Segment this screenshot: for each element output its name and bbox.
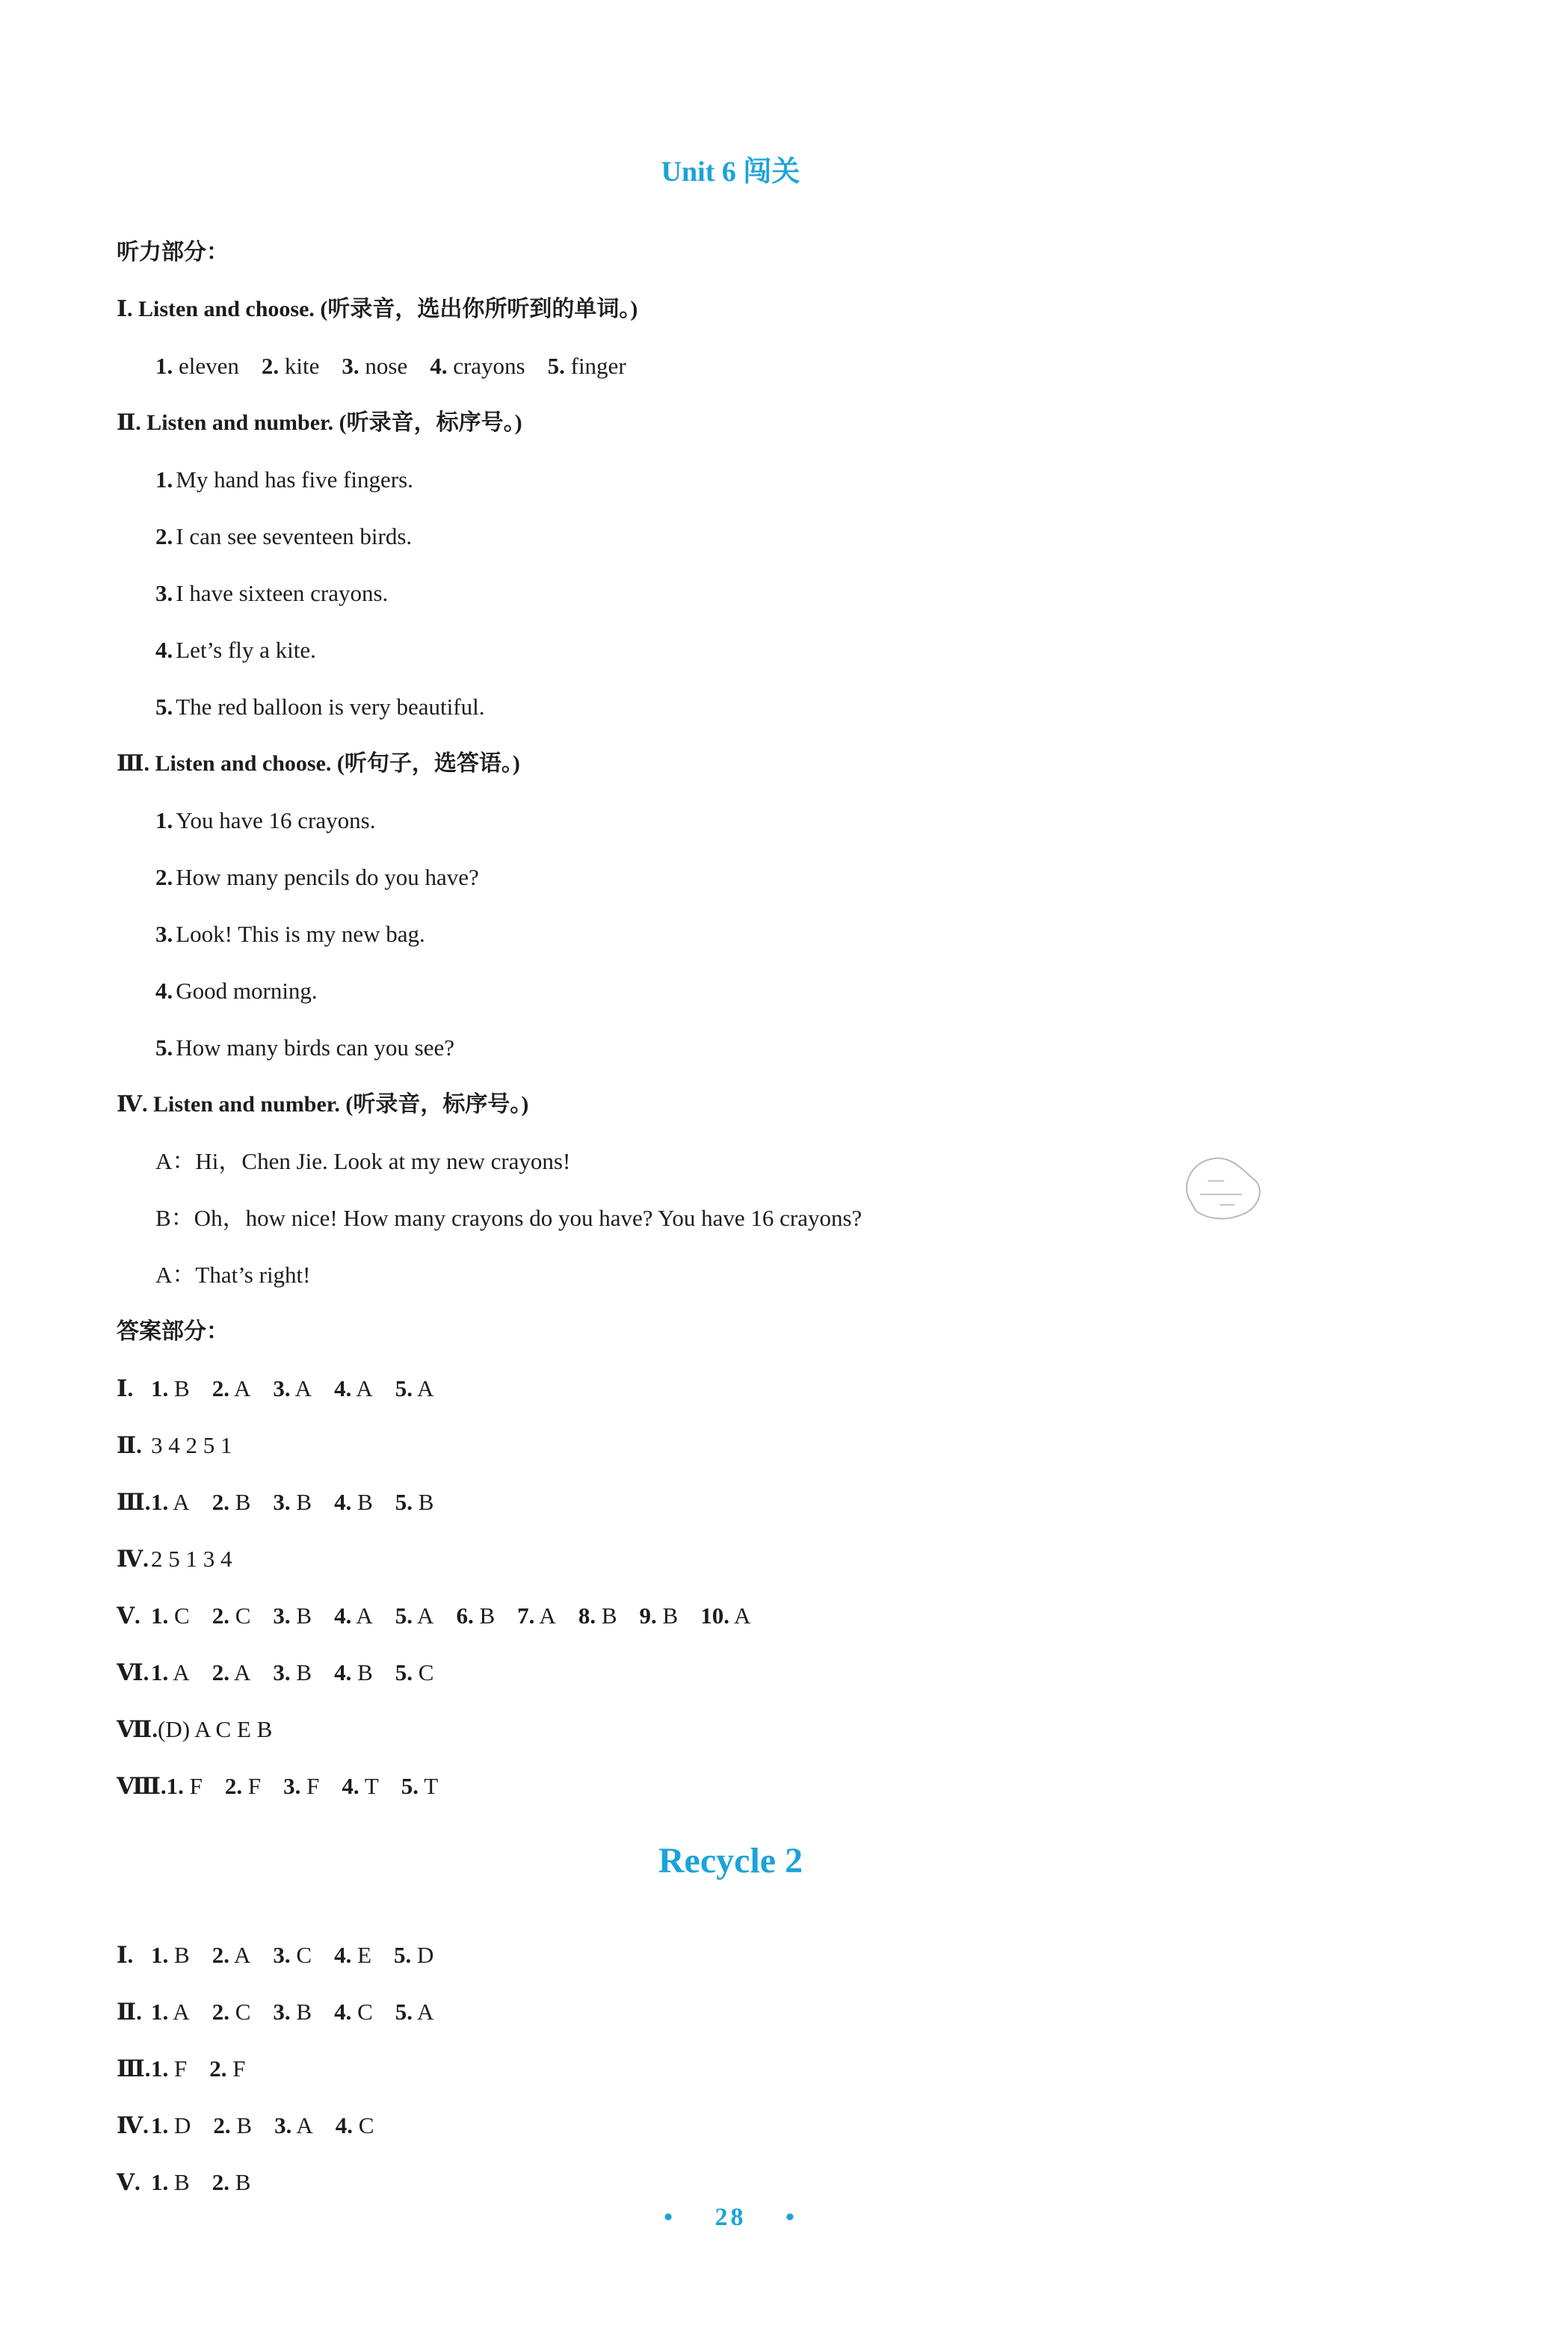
answer-item xyxy=(456,1601,495,1631)
answer-item xyxy=(395,1601,434,1631)
answer-item xyxy=(151,1374,190,1404)
item-number: 2. xyxy=(212,1489,229,1515)
answer-row xyxy=(117,1658,456,1688)
item-number: 4. xyxy=(334,1942,352,1968)
watermark-stamp-icon xyxy=(1178,1151,1266,1226)
item-number: 3. xyxy=(273,1375,291,1401)
item-value: A xyxy=(233,1942,251,1968)
item-number: 2. xyxy=(213,2112,231,2138)
answer-item xyxy=(334,1940,371,1970)
listening-sentence xyxy=(155,806,375,836)
answer-row xyxy=(117,1940,456,1970)
answer-item xyxy=(395,1658,434,1688)
answer-item xyxy=(334,1374,373,1404)
item-number: 1. xyxy=(151,1659,169,1685)
answer-item xyxy=(213,2111,252,2141)
item-value: F xyxy=(189,1773,203,1799)
answer-item xyxy=(151,2168,190,2197)
answer-item xyxy=(394,1940,433,1970)
answer-item xyxy=(212,1997,251,2027)
answer-item xyxy=(225,1771,261,1801)
sentence-number: 4. xyxy=(155,637,173,663)
answer-row xyxy=(117,1601,773,1631)
item-value: B xyxy=(418,1489,434,1515)
item-number: 3. xyxy=(273,1942,291,1968)
answer-item xyxy=(155,351,239,381)
listening-sentence xyxy=(155,579,388,608)
answer-item xyxy=(283,1771,319,1801)
item-value: B xyxy=(296,1489,312,1515)
item-value: A xyxy=(417,1375,434,1401)
item-value: B xyxy=(236,2112,253,2138)
item-value: A xyxy=(173,1659,190,1685)
answer-item xyxy=(395,1997,434,2027)
item-value: B xyxy=(174,2169,190,2195)
item-value: A xyxy=(294,1375,312,1401)
answer-item xyxy=(209,2054,245,2084)
item-value: A xyxy=(417,1602,434,1629)
answer-item xyxy=(334,1487,373,1517)
item-number: 4. xyxy=(334,1999,352,2025)
sentence-text: How many birds can you see? xyxy=(176,1034,455,1061)
item-value: B xyxy=(296,1999,312,2025)
item-number: 4. xyxy=(334,1489,352,1515)
answer-item xyxy=(273,1374,312,1404)
page-bullet-left: • xyxy=(664,2203,676,2231)
unit-title: Unit 6 闯关 xyxy=(661,156,800,188)
item-number: 1. xyxy=(151,2055,169,2082)
roman-numeral: Ⅴ. xyxy=(117,2169,141,2195)
item-number: 5. xyxy=(395,1999,413,2025)
roman-numeral: Ⅲ. xyxy=(117,2055,151,2082)
answer-item xyxy=(274,2111,313,2141)
dialogue-line: A：That’s right! xyxy=(155,1262,311,1288)
item-value: B xyxy=(174,1375,190,1401)
item-number: 3. xyxy=(273,1659,291,1685)
listening-word-list xyxy=(155,351,649,381)
answer-item xyxy=(578,1601,617,1631)
answers-header: 答案部分： xyxy=(117,1319,229,1344)
item-number: 2. xyxy=(212,1659,229,1685)
answer-item xyxy=(151,1601,190,1631)
item-number: 1. xyxy=(151,1489,169,1515)
item-value: C xyxy=(357,1999,373,2025)
item-value: A xyxy=(173,1999,190,2025)
item-number: 5. xyxy=(395,1375,413,1401)
sentence-number: 1. xyxy=(155,466,173,493)
item-number: 1. xyxy=(151,2112,169,2138)
item-value: B xyxy=(296,1659,312,1685)
answer-row xyxy=(117,2111,396,2141)
answer-item xyxy=(151,1940,190,1970)
listening-header: 听力部分： xyxy=(117,240,229,265)
item-number: 4. xyxy=(334,1659,352,1685)
answer-item xyxy=(342,1771,378,1801)
item-value: C xyxy=(358,2112,374,2138)
item-value: crayons xyxy=(453,353,525,379)
item-number: 2. xyxy=(212,1942,229,1968)
item-number: 8. xyxy=(578,1602,596,1629)
sentence-text: I can see seventeen birds. xyxy=(176,523,413,549)
answer-item xyxy=(212,2168,251,2197)
recycle-title: Recycle 2 xyxy=(658,1841,803,1881)
answer-sequence: 2 5 1 3 4 xyxy=(151,1546,232,1572)
item-value: A xyxy=(233,1659,251,1685)
answer-row xyxy=(117,1374,456,1404)
item-number: 1. xyxy=(155,353,173,379)
sentence-number: 2. xyxy=(155,523,173,549)
item-number: 2. xyxy=(224,1773,243,1799)
listening-section-label: Ⅲ. Listen and choose. (听句子，选答语。) xyxy=(117,751,520,776)
answer-item xyxy=(212,1940,251,1970)
item-value: A xyxy=(233,1375,251,1401)
item-value: C xyxy=(296,1942,312,1968)
answer-item xyxy=(395,1487,434,1517)
page-number-row xyxy=(0,2203,1461,2232)
item-value: F xyxy=(174,2055,188,2082)
item-value: T xyxy=(424,1773,439,1799)
item-number: 5. xyxy=(395,1489,413,1515)
item-value: B xyxy=(296,1602,312,1629)
item-number: 6. xyxy=(456,1602,474,1629)
answer-item xyxy=(151,2111,191,2141)
sentence-text: I have sixteen crayons. xyxy=(176,580,389,606)
item-value: F xyxy=(306,1773,320,1799)
item-number: 2. xyxy=(212,1375,229,1401)
item-value: A xyxy=(173,1489,190,1515)
answer-row xyxy=(117,1544,232,1574)
listening-sentence xyxy=(155,522,412,552)
item-number: 3. xyxy=(283,1773,301,1799)
sentence-text: How many pencils do you have? xyxy=(176,864,479,890)
item-number: 10. xyxy=(700,1602,729,1629)
item-number: 1. xyxy=(151,1999,169,2025)
sentence-text: Good morning. xyxy=(176,978,318,1004)
item-value: B xyxy=(235,2169,251,2195)
item-value: finger xyxy=(570,353,626,379)
item-number: 2. xyxy=(261,353,280,379)
sentence-text: Let’s fly a kite. xyxy=(176,637,316,663)
listening-sentence xyxy=(155,976,318,1006)
item-value: B xyxy=(601,1602,617,1629)
item-number: 3. xyxy=(274,2112,292,2138)
item-value: D xyxy=(174,2112,191,2138)
answer-item xyxy=(273,1997,312,2027)
item-value: B xyxy=(357,1659,373,1685)
roman-numeral: Ⅶ. xyxy=(117,1716,158,1742)
item-number: 5. xyxy=(395,1602,413,1629)
answer-row xyxy=(117,1771,460,1801)
item-value: C xyxy=(235,1602,251,1629)
sentence-number: 2. xyxy=(155,864,173,890)
answer-item xyxy=(342,351,407,381)
answer-row xyxy=(117,1997,456,2027)
answer-sequence: (D) A C E B xyxy=(158,1716,273,1742)
listening-section-label: Ⅰ. Listen and choose. (听录音，选出你所听到的单词。) xyxy=(117,297,638,321)
answer-row xyxy=(117,1715,272,1744)
item-number: 2. xyxy=(209,2055,227,2082)
answer-item xyxy=(517,1601,556,1631)
item-number: 2. xyxy=(212,1999,229,2025)
roman-numeral: Ⅵ. xyxy=(117,1659,149,1685)
item-value: B xyxy=(662,1602,679,1629)
answer-item xyxy=(151,1658,190,1688)
item-value: A xyxy=(356,1375,373,1401)
sentence-text: Look! This is my new bag. xyxy=(176,921,425,947)
roman-numeral: Ⅱ. xyxy=(117,1432,142,1458)
item-number: 1. xyxy=(151,1602,169,1629)
item-number: 7. xyxy=(517,1602,535,1629)
answer-item xyxy=(212,1658,251,1688)
item-number: 4. xyxy=(335,2112,354,2138)
item-value: A xyxy=(356,1602,373,1629)
item-number: 3. xyxy=(273,1999,291,2025)
item-value: F xyxy=(232,2055,246,2082)
item-number: 5. xyxy=(394,1942,412,1968)
item-number: 2. xyxy=(212,2169,229,2195)
listening-sentence xyxy=(155,863,479,892)
dialogue-line: A：Hi，Chen Jie. Look at my new crayons! xyxy=(155,1148,571,1174)
item-value: A xyxy=(539,1602,556,1629)
item-number: 1. xyxy=(151,2169,169,2195)
item-number: 1. xyxy=(151,1942,169,1968)
item-number: 3. xyxy=(273,1489,291,1515)
item-number: 9. xyxy=(639,1602,657,1629)
answer-item xyxy=(336,2111,374,2141)
answer-row xyxy=(117,2168,273,2197)
item-number: 1. xyxy=(151,1375,169,1401)
listening-sentence xyxy=(155,635,316,665)
listening-sentence xyxy=(155,919,425,949)
item-number: 2. xyxy=(212,1602,229,1629)
page-bullet-right: • xyxy=(785,2203,797,2231)
item-value: C xyxy=(235,1999,251,2025)
answer-item xyxy=(395,1374,434,1404)
sentence-number: 3. xyxy=(155,921,173,947)
item-number: 4. xyxy=(430,353,448,379)
item-value: B xyxy=(235,1489,251,1515)
answer-item xyxy=(334,1997,373,2027)
item-number: 4. xyxy=(334,1602,352,1629)
answer-item xyxy=(273,1487,312,1517)
sentence-number: 5. xyxy=(155,1034,173,1061)
answer-row xyxy=(117,2054,268,2084)
item-number: 5. xyxy=(547,353,565,379)
item-number: 4. xyxy=(334,1375,352,1401)
item-number: 5. xyxy=(401,1773,419,1799)
answer-row xyxy=(117,1487,456,1517)
item-value: F xyxy=(247,1773,262,1799)
item-number: 4. xyxy=(342,1773,359,1799)
item-value: nose xyxy=(365,353,408,379)
dialogue-line: B：Oh，how nice! How many crayons do you have? You have 16 crayons? xyxy=(155,1205,862,1231)
answer-item xyxy=(430,351,525,381)
listening-sentence xyxy=(155,465,413,495)
sentence-number: 4. xyxy=(155,978,173,1004)
item-value: kite xyxy=(284,353,320,379)
roman-numeral: Ⅱ. xyxy=(117,1999,142,2025)
answer-item xyxy=(640,1601,679,1631)
roman-numeral: Ⅰ. xyxy=(117,1942,134,1968)
roman-numeral: Ⅳ. xyxy=(117,1546,149,1572)
roman-numeral: Ⅴ. xyxy=(117,1602,141,1629)
item-number: 1. xyxy=(166,1773,184,1799)
answer-sequence: 3 4 2 5 1 xyxy=(151,1432,232,1458)
listening-section-label: Ⅳ. Listen and number. (听录音，标序号。) xyxy=(117,1092,529,1117)
answer-item xyxy=(167,1771,203,1801)
answer-item xyxy=(334,1601,373,1631)
answer-item xyxy=(548,351,626,381)
item-value: B xyxy=(479,1602,496,1629)
roman-numeral: Ⅰ. xyxy=(117,1375,134,1401)
roman-numeral: Ⅷ. xyxy=(117,1773,167,1799)
answer-item xyxy=(151,1997,190,2027)
listening-sentence xyxy=(155,1033,454,1063)
item-value: A xyxy=(417,1999,434,2025)
sentence-text: The red balloon is very beautiful. xyxy=(176,694,485,720)
item-value: B xyxy=(357,1489,373,1515)
item-value: C xyxy=(174,1602,190,1629)
item-value: eleven xyxy=(179,353,239,379)
item-value: E xyxy=(357,1942,371,1968)
answer-item xyxy=(151,1487,190,1517)
item-number: 5. xyxy=(395,1659,413,1685)
item-value: A xyxy=(733,1602,751,1629)
sentence-number: 3. xyxy=(155,580,173,606)
answer-item xyxy=(262,351,320,381)
sentence-text: My hand has five fingers. xyxy=(176,466,413,493)
answer-item xyxy=(212,1601,251,1631)
sentence-text: You have 16 crayons. xyxy=(176,807,376,833)
item-value: C xyxy=(418,1659,434,1685)
roman-numeral: Ⅳ. xyxy=(117,2112,149,2138)
item-value: A xyxy=(296,2112,313,2138)
sentence-number: 1. xyxy=(155,807,173,833)
answer-item xyxy=(273,1601,312,1631)
item-value: B xyxy=(174,1942,190,1968)
answer-item xyxy=(700,1601,750,1631)
sentence-number: 5. xyxy=(155,694,173,720)
item-value: D xyxy=(417,1942,434,1968)
listening-section-label: Ⅱ. Listen and number. (听录音，标序号。) xyxy=(117,410,522,435)
answer-row xyxy=(117,1431,232,1460)
answer-item xyxy=(212,1487,251,1517)
answer-item xyxy=(273,1940,312,1970)
item-value: T xyxy=(364,1773,379,1799)
answer-item xyxy=(401,1771,438,1801)
page-number: 28 xyxy=(714,2203,747,2231)
item-number: 3. xyxy=(342,353,359,379)
listening-sentence xyxy=(155,692,484,722)
answer-item xyxy=(334,1658,373,1688)
answer-item xyxy=(212,1374,251,1404)
item-number: 3. xyxy=(273,1602,291,1629)
answer-item xyxy=(273,1658,312,1688)
roman-numeral: Ⅲ. xyxy=(117,1489,151,1515)
answer-item xyxy=(151,2054,187,2084)
